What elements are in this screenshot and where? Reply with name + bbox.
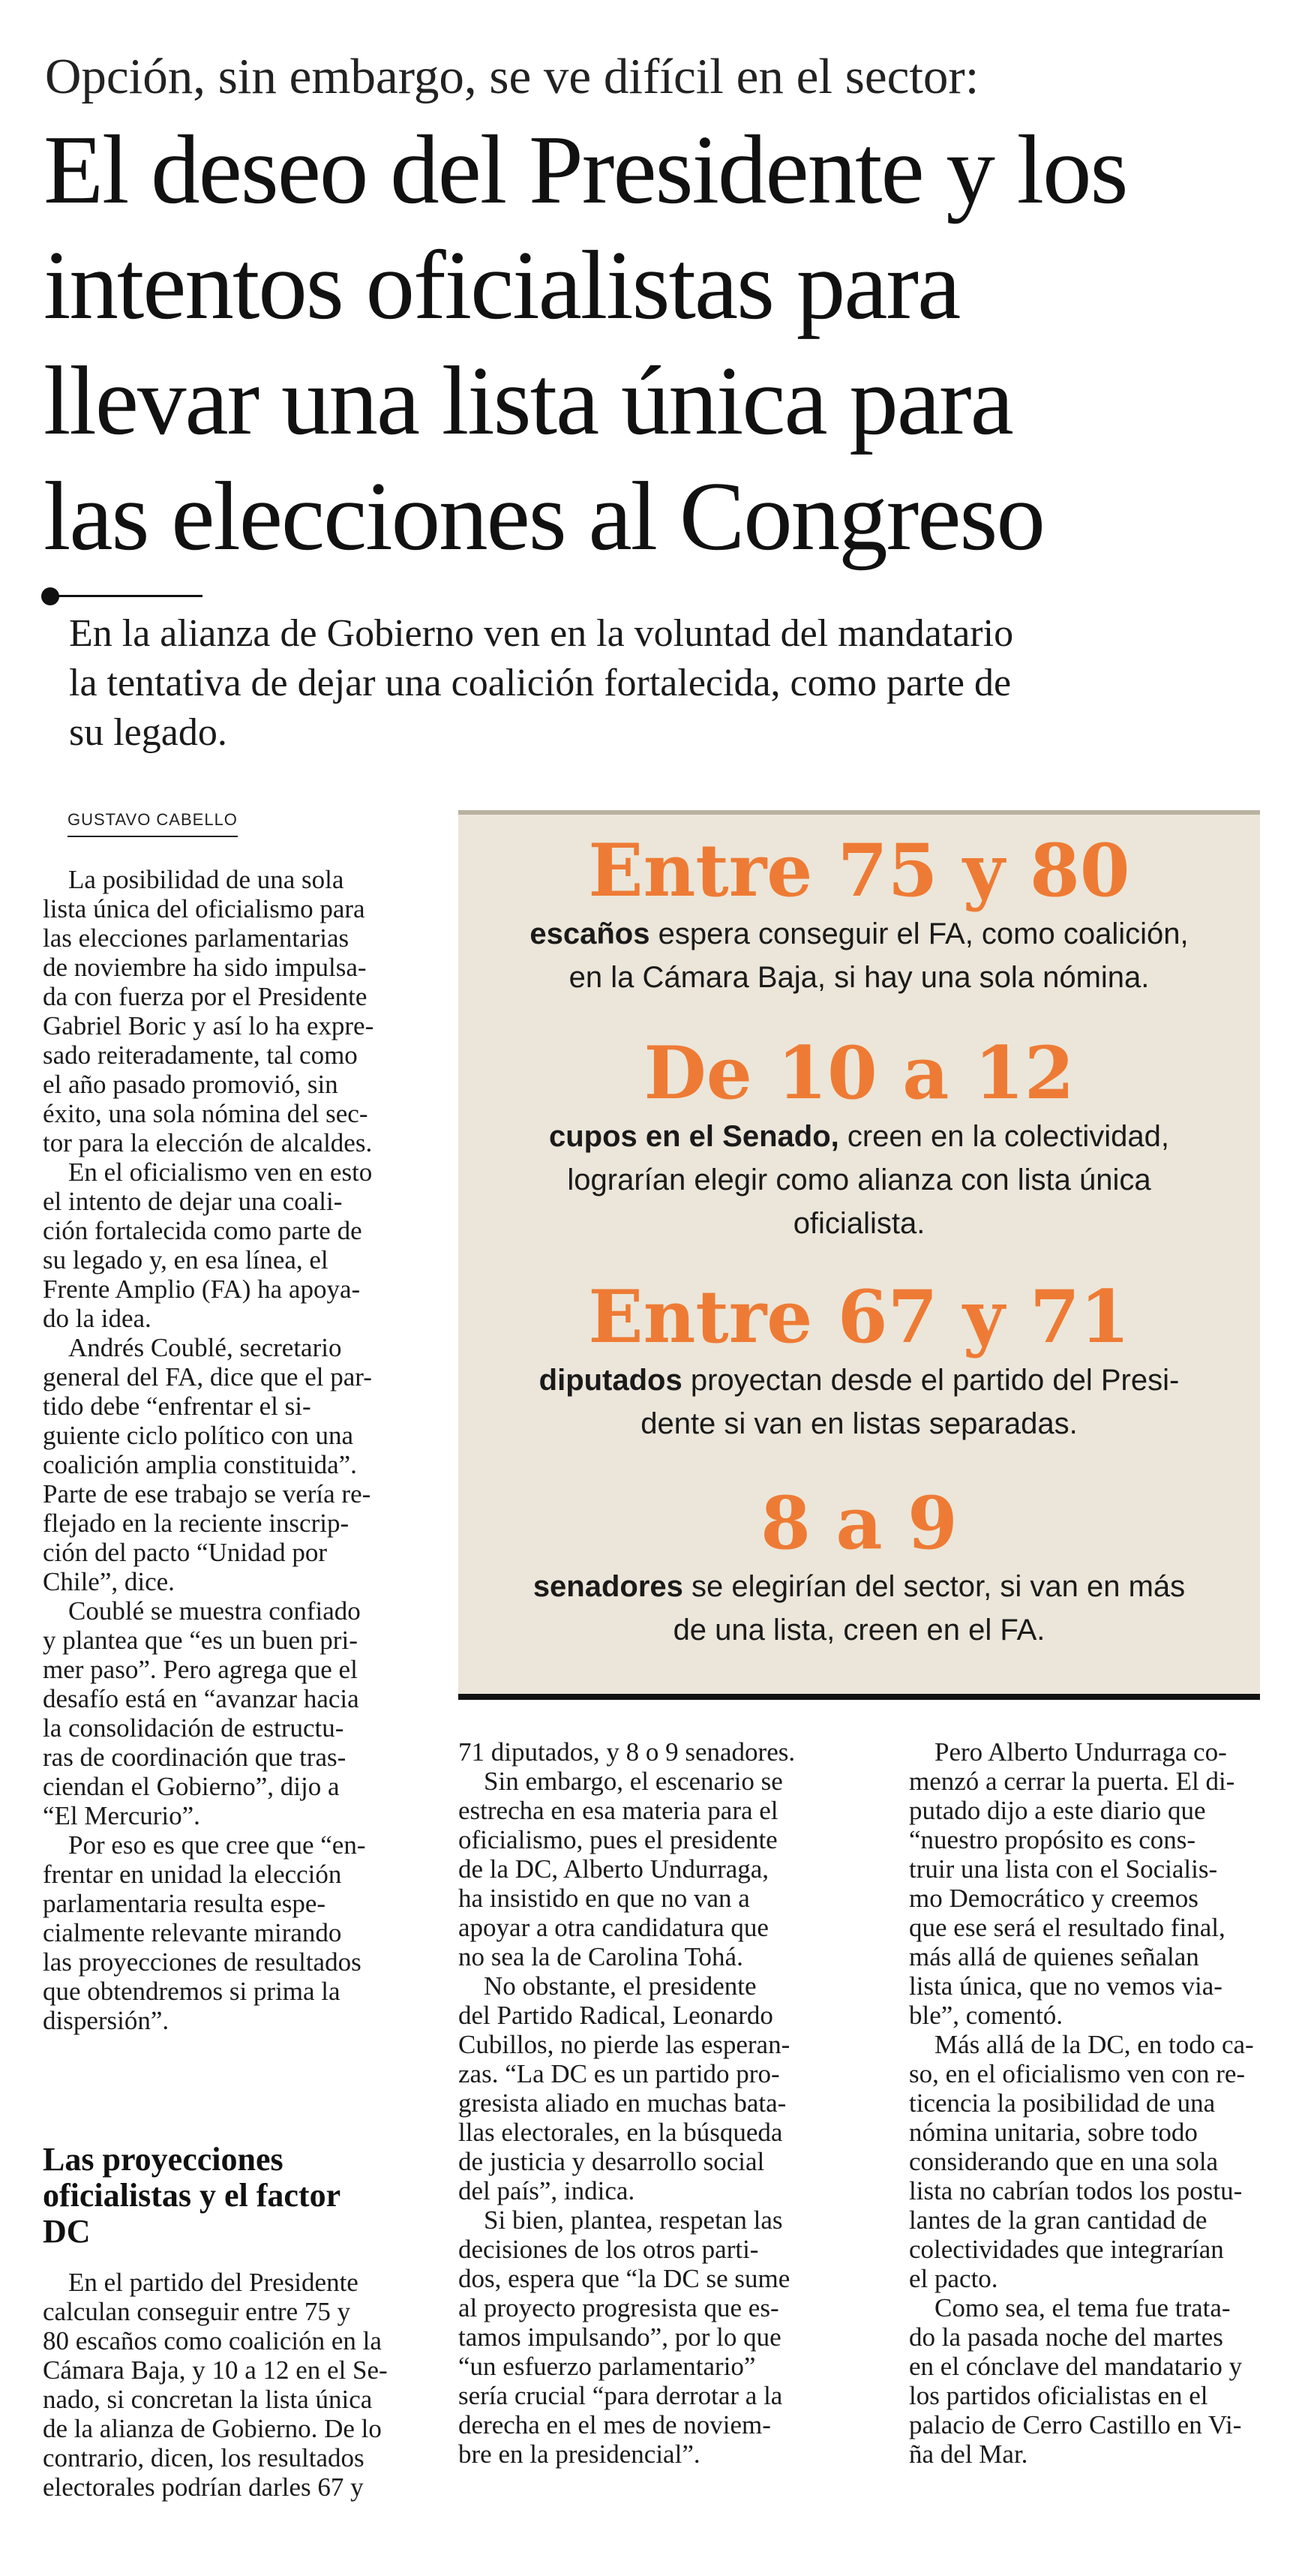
text-line: lantes de la gran cantidad de — [909, 2205, 1208, 2235]
subheading-line: Las proyecciones — [43, 2141, 284, 2178]
text-line: lista no cabrían todos los postu- — [909, 2176, 1243, 2205]
headline-line: El deseo del Presidente y los — [44, 116, 1127, 224]
stat-text: se elegirían del sector, si van en más — [682, 1570, 1186, 1603]
stat-line — [458, 1115, 1260, 1158]
deck-line: En la alianza de Gobierno ven en la voluntad del mandatario — [69, 612, 1014, 655]
text-line: Por eso es que cree que “en- — [68, 1830, 366, 1860]
text-line: ble”, comentó. — [909, 2001, 1064, 2030]
stat-number: Entre 75 y 80 — [588, 828, 1130, 913]
stat-block — [458, 1482, 1260, 1652]
text-line: y plantea que “es un buen pri- — [43, 1626, 358, 1655]
stat-line: dente si van en listas separadas. — [640, 1407, 1078, 1440]
stat-block — [458, 1032, 1260, 1245]
text-line: “nuestro propósito es cons- — [909, 1825, 1196, 1854]
text-line: colectividades que integrarían — [909, 2235, 1224, 2264]
stat-line: de una lista, creen en el FA. — [673, 1614, 1046, 1647]
text-line: oficialismo, pues el presidente — [458, 1825, 778, 1854]
text-line: “un esfuerzo parlamentario” — [458, 2352, 756, 2381]
text-line: 80 escaños como coalición en la — [43, 2326, 382, 2355]
text-line: menzó a cerrar la puerta. El di- — [909, 1767, 1235, 1796]
text-line: al proyecto progresista que es- — [458, 2293, 779, 2322]
stat-line — [458, 912, 1260, 956]
text-line: coalición amplia constituida”. — [43, 1450, 357, 1479]
text-line: parlamentaria resulta espe- — [43, 1889, 326, 1918]
text-line: que ese será el resultado final, — [909, 1913, 1226, 1942]
text-line: derecha en el mes de noviem- — [458, 2410, 771, 2439]
text-line: sado reiteradamente, tal como — [43, 1040, 358, 1070]
text-line: su legado y, en esa línea, el — [43, 1245, 328, 1274]
text-line: de justicia y desarrollo social — [458, 2147, 765, 2176]
text-line: que obtendremos si prima la — [43, 1977, 340, 2006]
stat-block — [458, 1276, 1260, 1446]
text-line: Cámara Baja, y 10 a 12 en el Se- — [43, 2355, 388, 2385]
text-line: nado, si concretan la lista única — [43, 2385, 373, 2414]
text-line: Como sea, el tema fue trata- — [934, 2293, 1231, 2322]
stat-number: Entre 67 y 71 — [588, 1274, 1130, 1359]
text-line: apoyar a otra candidatura que — [458, 1913, 769, 1942]
deck-line: la tentativa de dejar una coalición fortalecida, como parte de — [69, 662, 1012, 704]
text-line: sería crucial “para derrotar a la — [458, 2381, 783, 2410]
text-line: las elecciones parlamentarias — [43, 923, 350, 953]
text-line: Más allá de la DC, en todo ca- — [934, 2030, 1254, 2059]
stat-description — [458, 1565, 1260, 1652]
stat-description — [458, 1359, 1260, 1446]
text-line: de noviembre ha sido impulsa- — [43, 953, 367, 982]
text-line: calculan conseguir entre 75 y — [43, 2297, 351, 2326]
stat-line — [458, 1359, 1260, 1402]
stat-number: De 10 a 12 — [644, 1031, 1075, 1115]
headline-line: intentos oficialistas para — [44, 231, 960, 340]
text-line: lista única del oficialismo para — [43, 894, 365, 923]
text-line: cialmente relevante mirando — [43, 1918, 342, 1947]
text-line: Si bien, plantea, respetan las — [484, 2205, 783, 2235]
stat-line — [458, 1565, 1260, 1608]
text-line: de la alianza de Gobierno. De lo — [43, 2414, 382, 2443]
deck — [69, 609, 1269, 758]
text-line: Coublé se muestra confiado — [68, 1596, 361, 1626]
text-line: ticencia la posibilidad de una — [909, 2088, 1216, 2118]
text-line: el año pasado promovió, sin — [43, 1070, 338, 1099]
text-line: desafío está en “avanzar hacia — [43, 1684, 359, 1713]
kicker: Opción, sin embargo, se ve difícil en el sector: — [45, 49, 980, 104]
text-line: más allá de quienes señalan — [909, 1942, 1199, 1971]
text-line: En el partido del Presidente — [68, 2268, 358, 2297]
text-line: “El Mercurio”. — [43, 1801, 200, 1830]
text-line: Pero Alberto Undurraga co- — [934, 1737, 1227, 1767]
deck-rule-dot — [41, 587, 59, 605]
text-line: llas electorales, en la búsqueda — [458, 2118, 783, 2147]
text-line: ción del pacto “Unidad por — [43, 1538, 328, 1567]
text-line: los partidos oficialistas en el — [909, 2381, 1208, 2410]
stat-text: proyectan desde el partido del Presi- — [682, 1364, 1180, 1397]
text-line: del país”, indica. — [458, 2176, 635, 2205]
text-line: no sea la de Carolina Tohá. — [458, 1942, 743, 1971]
text-line: dos, espera que “la DC se sume — [458, 2264, 790, 2293]
stat-block — [458, 830, 1260, 999]
text-line: lista única, que no vemos via- — [909, 1971, 1222, 2001]
byline: GUSTAVO CABELLO — [68, 810, 238, 837]
text-line: electorales podrían darles 67 y — [43, 2472, 364, 2502]
text-line: guiente ciclo político con una — [43, 1421, 354, 1450]
text-line: las proyecciones de resultados — [43, 1947, 362, 1977]
headline-line: las elecciones al Congreso — [44, 462, 1044, 571]
text-line: ras de coordinación que tras- — [43, 1743, 346, 1772]
text-line: tamos impulsando”, por lo que — [458, 2322, 782, 2352]
stat-description — [458, 912, 1260, 999]
headline — [44, 113, 1274, 575]
text-line: nómina unitaria, sobre todo — [909, 2118, 1198, 2147]
stat-text: espera conseguir el FA, como coalición, — [650, 917, 1189, 950]
text-line: Chile”, dice. — [43, 1567, 175, 1596]
text-line: truir una lista con el Socialis- — [909, 1854, 1218, 1884]
subheading — [43, 2142, 425, 2250]
stats-box — [458, 810, 1260, 1700]
text-line: La posibilidad de una sola — [68, 865, 344, 894]
text-line: palacio de Cerro Castillo en Vi- — [909, 2410, 1242, 2439]
text-line: do la idea. — [43, 1304, 152, 1333]
text-line: mer paso”. Pero agrega que el — [43, 1655, 358, 1684]
text-line: tido debe “enfrentar el si- — [43, 1392, 311, 1421]
text-line: Frente Amplio (FA) ha apoya- — [43, 1274, 361, 1304]
deck-line: su legado. — [69, 711, 227, 754]
text-line: do la pasada noche del martes — [909, 2322, 1223, 2352]
subheading-line: oficialistas y el factor — [43, 2177, 341, 2214]
text-line: del Partido Radical, Leonardo — [458, 2001, 773, 2030]
stat-bold: cupos en el Senado, — [548, 1120, 839, 1153]
stat-bold: escaños — [530, 917, 650, 950]
text-line: Parte de ese trabajo se vería re- — [43, 1479, 371, 1509]
column-3 — [909, 1737, 1276, 2469]
text-line: Cubillos, no pierde las esperan- — [458, 2030, 790, 2059]
text-line: mo Democrático y creemos — [909, 1884, 1198, 1913]
text-line: de la DC, Alberto Undurraga, — [458, 1854, 770, 1884]
text-line: general del FA, dice que el par- — [43, 1362, 372, 1392]
text-line: frentar en unidad la elección — [43, 1860, 342, 1889]
column-1-continued — [43, 2268, 433, 2502]
text-line: ha insistido en que no van a — [458, 1884, 750, 1913]
text-line: 71 diputados, y 8 o 9 senadores. — [458, 1737, 796, 1767]
text-line: gresista aliado en muchas bata- — [458, 2088, 787, 2118]
deck-rule — [52, 595, 202, 597]
text-line: el intento de dejar una coali- — [43, 1187, 343, 1216]
text-line: En el oficialismo ven en esto — [68, 1157, 373, 1187]
text-line: contrario, dicen, los resultados — [43, 2443, 364, 2472]
text-line: zas. “La DC es un partido pro- — [458, 2059, 780, 2088]
text-line: ña del Mar. — [909, 2439, 1028, 2469]
text-line: so, en el oficialismo ven con re- — [909, 2059, 1246, 2088]
text-line: bre en la presidencial”. — [458, 2439, 700, 2469]
text-line: ciendan el Gobierno”, dijo a — [43, 1772, 340, 1801]
headline-line: llevar una lista única para — [44, 347, 1012, 455]
subheading-line: DC — [43, 2213, 91, 2250]
text-line: Gabriel Boric y así lo ha expre- — [43, 1011, 374, 1040]
text-line: tor para la elección de alcaldes. — [43, 1128, 373, 1157]
stat-bold: diputados — [538, 1364, 682, 1397]
text-line: ción fortalecida como parte de — [43, 1216, 362, 1245]
text-line: Andrés Coublé, secretario — [68, 1333, 342, 1362]
text-line: éxito, una sola nómina del sec- — [43, 1099, 368, 1128]
stat-number: 8 a 9 — [760, 1481, 958, 1566]
text-line: da con fuerza por el Presidente — [43, 982, 368, 1011]
text-line: Sin embargo, el escenario se — [484, 1767, 783, 1796]
text-line: flejado en la reciente inscrip- — [43, 1509, 350, 1538]
text-line: estrecha en esa materia para el — [458, 1796, 778, 1825]
text-line: en el cónclave del mandatario y — [909, 2352, 1243, 2381]
stat-text: creen en la colectividad, — [838, 1120, 1170, 1153]
text-line: el pacto. — [909, 2264, 998, 2293]
text-line: considerando que en una sola — [909, 2147, 1219, 2176]
stat-description — [458, 1115, 1260, 1245]
text-line: la consolidación de estructu- — [43, 1713, 344, 1743]
stat-line: oficialista. — [793, 1207, 926, 1240]
text-line: No obstante, el presidente — [484, 1971, 757, 2001]
stat-bold: senadores — [532, 1570, 683, 1603]
stat-line: lograrían elegir como alianza con lista única — [567, 1163, 1151, 1196]
column-2 — [458, 1737, 848, 2469]
stat-line: en la Cámara Baja, si hay una sola nómina. — [568, 961, 1150, 994]
text-line: decisiones de los otros parti- — [458, 2235, 759, 2264]
text-line: dispersión”. — [43, 2006, 170, 2035]
text-line: putado dijo a este diario que — [909, 1796, 1206, 1825]
column-1 — [43, 865, 425, 2035]
